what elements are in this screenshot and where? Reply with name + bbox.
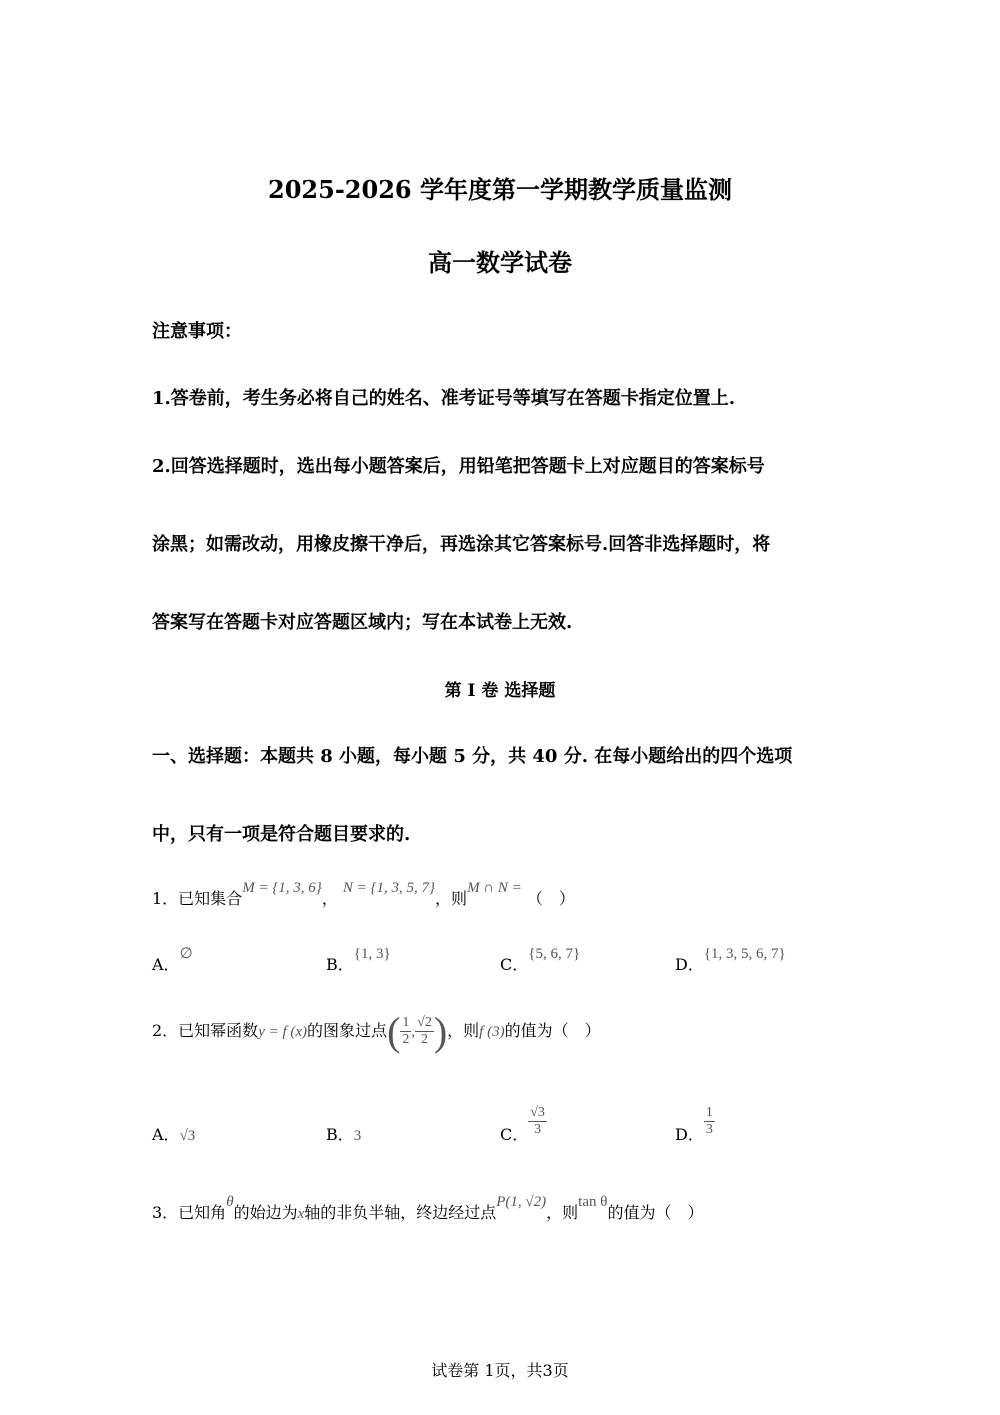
q3-then: ，则	[546, 1203, 579, 1222]
q3-tan: tan θ	[578, 1194, 608, 1210]
part-title: 第 I 卷 选择题	[444, 681, 556, 701]
q1-set-m: M = {1, 3, 6}	[242, 880, 322, 896]
q1-set-n: N = {1, 3, 5, 7}	[342, 880, 436, 896]
question-1	[152, 880, 575, 909]
question-3	[152, 1194, 704, 1223]
option-label: D．	[675, 955, 704, 974]
fraction-numerator: √2	[417, 1015, 432, 1030]
option-label: A．	[152, 1125, 180, 1144]
page-footer: 试卷第 1页，共3页	[431, 1361, 569, 1380]
q2-mid: 的图象过点	[307, 1021, 388, 1040]
fraction-numerator: 1	[402, 1015, 410, 1030]
section-intro-line-2: 中，只有一项是符合题目要求的.	[152, 824, 411, 845]
q2-point-y	[415, 1015, 434, 1048]
fraction-numerator: √3	[530, 1105, 545, 1120]
option-label: C．	[500, 955, 529, 974]
notice-heading: 注意事项：	[152, 321, 242, 342]
q1-option-b[interactable]	[326, 946, 391, 975]
q1-expr: M ∩ N =	[467, 880, 522, 896]
q2-option-b[interactable]	[326, 1122, 361, 1145]
question-2: 2．已知幂函数y = f (x)的图象过点( $\frac{1}{2}$ , $\frac{√2}{2}$ )，则f (3)的值为（ ）	[152, 1009, 601, 1054]
q2-option-c[interactable]	[500, 1098, 547, 1145]
q3-mid1: 的始边为	[233, 1203, 298, 1222]
notice-item-2-line-2: 涂黑；如需改动，用橡皮擦干净后，再选涂其它答案标号.回答非选择题时，将	[152, 534, 771, 555]
q2-suffix: 的值为（ ）	[504, 1021, 601, 1040]
option-label: A．	[152, 955, 180, 974]
q2-f3: f (3)	[479, 1024, 505, 1040]
option-value: 3	[353, 1128, 362, 1144]
fraction-denominator: 2	[402, 1032, 410, 1047]
option-fraction	[704, 1105, 715, 1138]
q1-paren: （ ）	[526, 889, 575, 908]
q2-option-a[interactable]	[152, 1122, 195, 1145]
q3-suffix: 的值为（ ）	[607, 1203, 704, 1222]
notice-item-2-line-1: 2.回答选择题时，选出每小题答案后，用铅笔把答题卡上对应题目的答案标号	[152, 456, 765, 477]
q3-mid2: 轴的非负半轴，终边经过点	[304, 1203, 497, 1222]
q3-point: P(1, √2)	[496, 1194, 547, 1210]
section-intro-line-1: 一、选择题：本题共 8 小题，每小题 5 分，共 40 分. 在每小题给出的四个选项	[152, 746, 793, 767]
q1-then: ，则	[435, 889, 468, 908]
fraction-denominator: 3	[705, 1122, 713, 1137]
q1-prefix: 1．已知集合	[152, 889, 243, 908]
option-value: ∅	[179, 946, 193, 962]
q1-comma: ，	[321, 889, 338, 908]
q2-then: ，则	[447, 1021, 480, 1040]
q3-theta: θ	[226, 1194, 234, 1210]
right-paren: )	[433, 1009, 448, 1054]
q2-point-x	[400, 1015, 411, 1048]
option-value: {5, 6, 7}	[528, 946, 581, 962]
exam-subtitle: 高一数学试卷	[428, 248, 572, 277]
option-value: {1, 3}	[353, 946, 391, 962]
q1-option-c[interactable]	[500, 946, 581, 975]
option-value: {1, 3, 5, 6, 7}	[703, 946, 786, 962]
q2-option-d[interactable]	[675, 1098, 715, 1145]
option-label: B．	[326, 1125, 354, 1144]
fraction-denominator: 3	[534, 1122, 542, 1137]
option-label: C．	[500, 1125, 529, 1144]
q2-func: y = f (x)	[258, 1024, 308, 1040]
fraction-numerator: 1	[705, 1105, 713, 1120]
q2-prefix: 2．已知幂函数	[152, 1021, 259, 1040]
q1-option-a[interactable]	[152, 946, 193, 975]
option-label: D．	[675, 1125, 704, 1144]
q3-prefix: 3．已知角	[152, 1203, 227, 1222]
q1-option-d[interactable]	[675, 946, 786, 975]
fraction-denominator: 2	[420, 1032, 428, 1047]
q3-x: x	[297, 1206, 305, 1222]
option-label: B．	[326, 955, 354, 974]
option-value: √3	[179, 1128, 196, 1144]
left-paren: (	[387, 1009, 401, 1054]
notice-item-2-line-3: 答案写在答题卡对应答题区域内；写在本试卷上无效.	[152, 612, 573, 633]
exam-title: 2025-2026 学年度第一学期教学质量监测	[268, 175, 732, 204]
option-fraction	[528, 1105, 547, 1138]
notice-item-1: 1.答卷前，考生务必将自己的姓名、准考证号等填写在答题卡指定位置上.	[152, 388, 736, 409]
